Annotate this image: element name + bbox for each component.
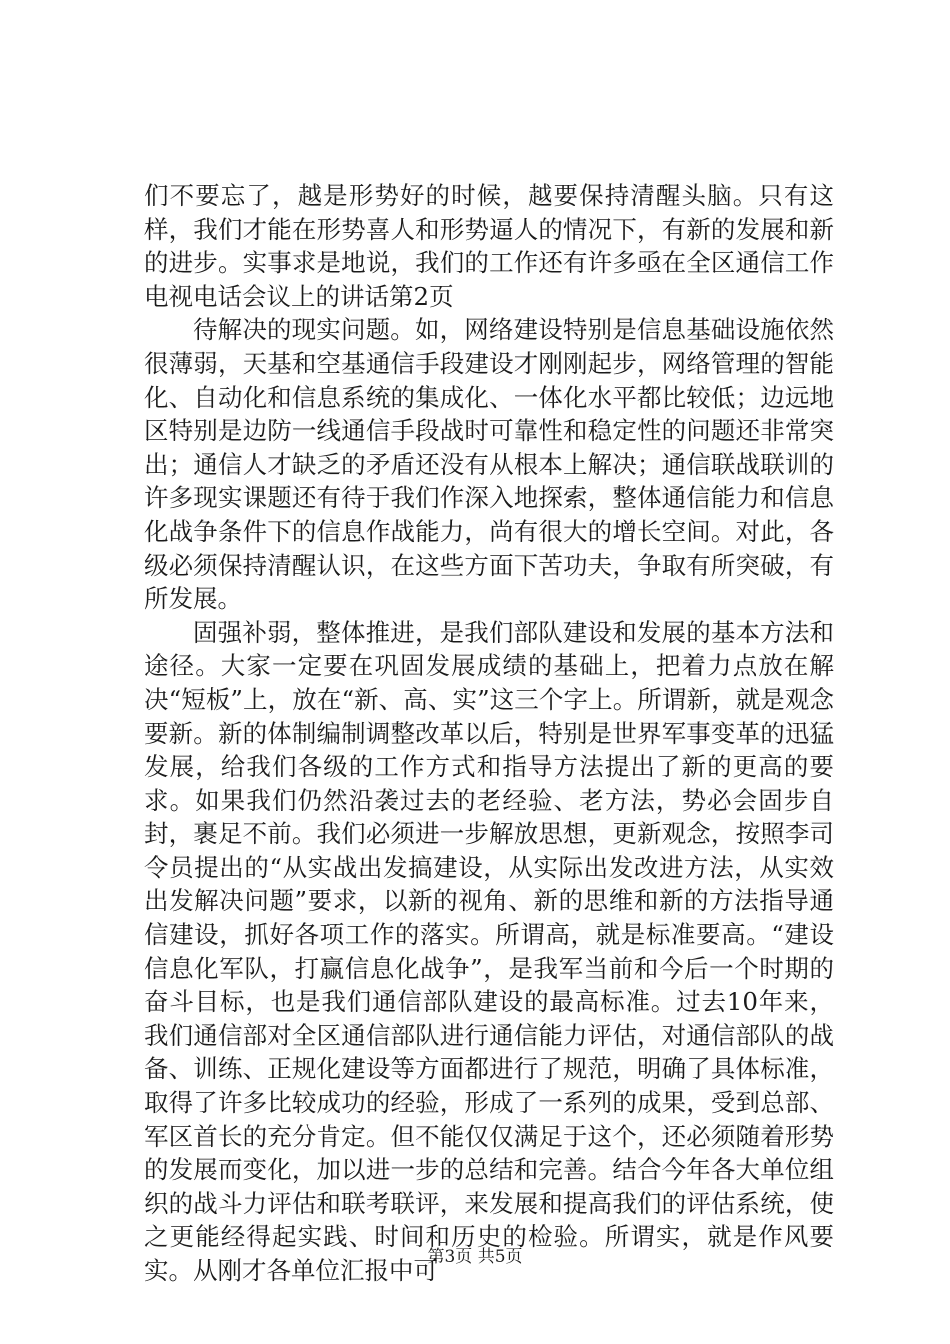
paragraph-3: 固强补弱，整体推进，是我们部队建设和发展的基本方法和途径。大家一定要在巩固发展成绩的基础上，把着力点放在解决“短板”上，放在“新、高、实”这三个字上。所谓新，就是观念要新。新的体制编制调整改革以后，特别是世界军事变革的迅猛发展，给我们各级的工作方式和指导方法提出了新的更高的要求。如果我们仍然沿袭过去的老经验、老方法，势必会固步自封，裹足不前。我们必须进一步解放思想，更新观念，按照李司令员提出的“从实战出发搞建设，从实际出发改进方法，从实效出发解决问题”要求，以新的视角、新的思维和新的方法指导通信建设，抓好各项工作的落实。所谓高，就是标准要高。“建设信息化军队，打赢信息化战争”，是我军当前和今后一个时期的奋斗目标，也是我们通信部队建设的最高标准。过去10年来，我们通信部对全区通信部队进行通信能力评估，对通信部队的战备、训练、正规化建设等方面都进行了规范，明确了具体标准，取得了许多比较成功的经验，形成了一系列的成果，受到总部、军区首长的充分肯定。但不能仅仅满足于这个，还必须随着形势的发展而变化，加以进一步的总结和完善。结合今年各大单位组织的战斗力评估和联考联评，来发展和提高我们的评估系统，使之更能经得起实践、时间和历史的检验。所谓实，就是作风要实。从刚才各单位汇报中可 xyxy=(144,617,834,1285)
paragraph-1: 们不要忘了，越是形势好的时候，越要保持清醒头脑。只有这样，我们才能在形势喜人和形势逼人的情况下，有新的发展和新的进步。实事求是地说，我们的工作还有许多亟在全区通信工作电视电话会议上的讲话第2页 xyxy=(144,181,834,311)
page-number-label: 第3页 共5页 xyxy=(427,1247,523,1267)
paragraph-2: 待解决的现实问题。如，网络建设特别是信息基础设施依然很薄弱，天基和空基通信手段建设才刚刚起步，网络管理的智能化、自动化和信息系统的集成化、一体化水平都比较低；边远地区特别是边防一线通信手段战时可靠性和稳定性的问题还非常突出；通信人才缺乏的矛盾还没有从根本上解决；通信联战联训的许多现实课题还有待于我们作深入地探索，整体通信能力和信息化战争条件下的信息作战能力，尚有很大的增长空间。对此，各级必须保持清醒认识，在这些方面下苦功夫，争取有所突破，有所发展。 xyxy=(144,315,834,614)
page-footer xyxy=(0,1242,950,1267)
document-body xyxy=(144,179,834,1288)
